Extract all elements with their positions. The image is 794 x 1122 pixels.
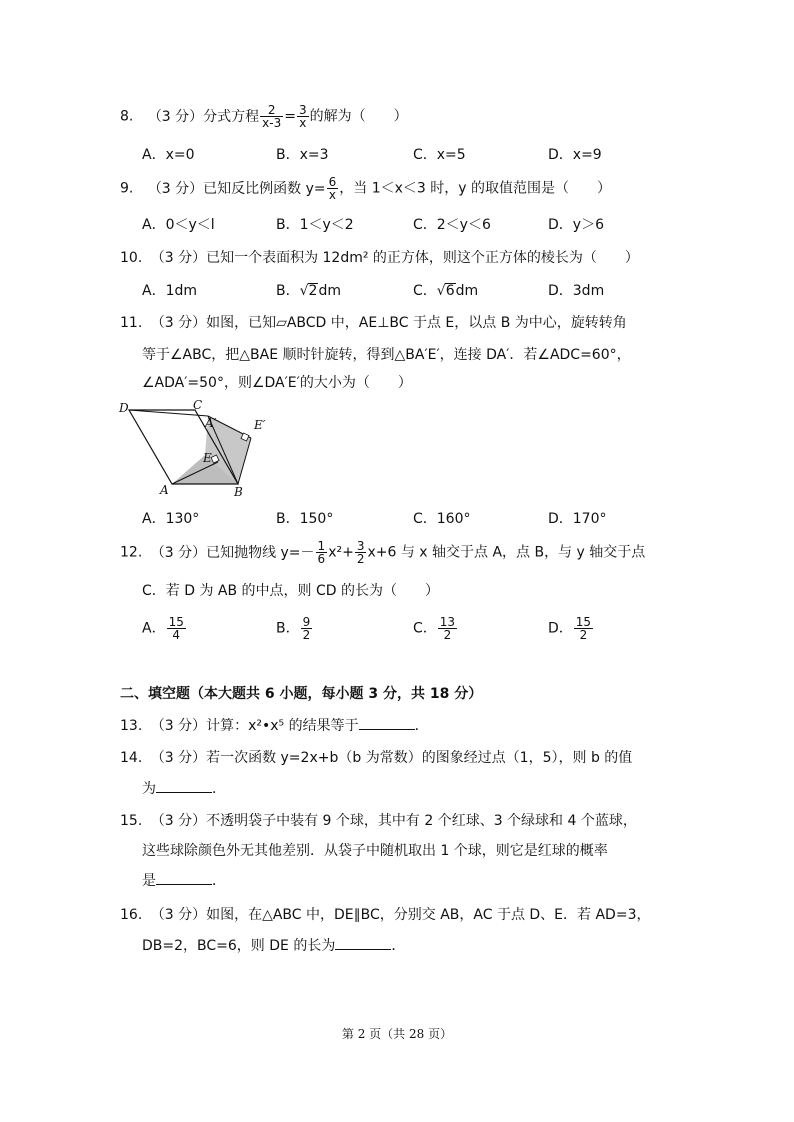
fraction — [301, 616, 313, 641]
fraction — [316, 540, 328, 565]
fraction — [260, 104, 283, 129]
numerator: 9 — [302, 615, 311, 629]
option-b — [276, 280, 341, 302]
question-12 — [120, 539, 646, 566]
question-text: （3 分）已知一个表面积为 12dm² 的正方体，则这个正方体的棱长为（ ） — [150, 250, 639, 266]
question-text: 是 — [142, 873, 156, 889]
denominator: 2 — [443, 628, 452, 642]
question-14-line2 — [142, 778, 226, 800]
option-d: D．y＞6 — [548, 217, 604, 233]
option-c: C．160° — [413, 511, 471, 527]
label-e: E — [203, 451, 212, 465]
denominator: 2 — [579, 628, 588, 642]
option-a: A．130° — [142, 511, 200, 527]
question-text: C．若 D 为 AB 的中点，则 CD 的长为（ ） — [142, 583, 439, 599]
option-label: D． — [548, 620, 573, 637]
option-a: A．0＜y＜l — [142, 217, 215, 233]
question-number: 15. — [120, 813, 143, 829]
label-a-prime: A′ — [205, 416, 217, 430]
question-text: （3 分）分式方程 — [147, 108, 260, 125]
question-text: （3 分）已知抛物线 y=－ — [150, 544, 315, 561]
numerator: 3 — [298, 103, 307, 117]
numerator: 3 — [356, 539, 365, 553]
question-text: （3 分）若一次函数 y=2x+b（b 为常数）的图象经过点（1，5），则 b 的值 — [150, 750, 633, 766]
question-14 — [120, 747, 632, 769]
question-text: 这些球除颜色外无其他差别．从袋子中随机取出 1 个球，则它是红球的概率 — [142, 843, 608, 859]
question-number: 12. — [120, 544, 143, 561]
question-text: （3 分）计算：x²•x⁵ 的结果等于 — [150, 718, 359, 734]
question-text: ． — [212, 781, 226, 797]
question-10 — [120, 247, 639, 269]
label-b: B — [234, 485, 243, 499]
option-c — [413, 280, 478, 302]
question-text: （3 分）如图，已知▱ABCD 中，AE⊥BC 于点 E，以点 B 为中心，旋转转角 — [150, 315, 627, 331]
question-8 — [120, 103, 408, 130]
question-text: 等于∠ABC，把△BAE 顺时针旋转，得到△BA′E′，连接 DA′．若∠ADC=60°， — [142, 347, 631, 363]
question-number: 14. — [120, 750, 143, 766]
question-16-line2 — [142, 935, 405, 957]
question-text: （3 分）已知反比例函数 y= — [147, 180, 326, 197]
question-text: ，当 1＜x＜3 时，y 的取值范围是（ ） — [339, 180, 612, 197]
label-e-prime: E′ — [254, 418, 266, 432]
equals-sign: = — [284, 108, 296, 125]
label-d: D — [119, 401, 129, 415]
parallelogram-figure — [115, 398, 275, 503]
option-label: A． — [142, 620, 166, 637]
question-number: 10. — [120, 250, 143, 266]
fraction — [438, 616, 457, 641]
page-footer: 第 2 页（共 28 页） — [341, 1027, 453, 1041]
numerator: 15 — [575, 615, 592, 629]
answer-blank — [335, 935, 391, 950]
option-d: D．x=9 — [548, 147, 602, 163]
question-number: 13. — [120, 718, 143, 734]
question-text: （3 分）不透明袋子中装有 9 个球，其中有 2 个红球、3 个绿球和 4 个蓝球， — [150, 813, 637, 829]
fraction — [355, 540, 367, 565]
denominator: x — [328, 188, 337, 202]
sqrt-symbol: √ — [299, 283, 309, 299]
question-text: DB=2，BC=6，则 DE 的长为 — [142, 938, 336, 954]
question-15-line3 — [142, 870, 226, 892]
denominator: 4 — [172, 628, 181, 642]
question-13 — [120, 715, 429, 737]
answer-blank — [156, 778, 212, 793]
option-d: D．3dm — [548, 283, 605, 299]
option-label: C． — [413, 620, 437, 637]
unit: dm — [318, 283, 341, 299]
radicand: 6 — [445, 283, 455, 299]
numerator: 1 — [317, 539, 326, 553]
numerator: 6 — [328, 175, 337, 189]
denominator: 2 — [356, 552, 365, 566]
fraction — [297, 104, 309, 129]
question-text: 的解为（ ） — [309, 108, 408, 125]
unit: dm — [455, 283, 479, 299]
question-number: 16. — [120, 907, 143, 923]
label-a: A — [160, 483, 169, 497]
option-a: A．x=0 — [142, 147, 195, 163]
option-d — [548, 616, 594, 641]
question-number: 11. — [120, 315, 143, 331]
option-c: C．x=5 — [413, 147, 466, 163]
answer-blank — [359, 715, 415, 730]
fraction — [574, 616, 593, 641]
option-b: B．1＜y＜2 — [276, 217, 354, 233]
denominator: 6 — [317, 552, 326, 566]
question-text: x²+ — [328, 544, 354, 561]
option-b: B．x=3 — [276, 147, 329, 163]
option-b: B．150° — [276, 511, 334, 527]
section-title: 二、填空题（本大题共 6 小题，每小题 3 分，共 18 分） — [120, 686, 483, 702]
question-text: ． — [212, 873, 226, 889]
denominator: x — [299, 116, 307, 130]
question-text: ∠ADA′=50°，则∠DA′E′的大小为（ ） — [142, 375, 412, 391]
numerator: 2 — [260, 104, 283, 117]
option-c: C．2＜y＜6 — [413, 217, 491, 233]
denominator: x-3 — [262, 116, 282, 130]
question-text: x+6 与 x 轴交于点 A，点 B，与 y 轴交于点 — [367, 544, 646, 561]
question-text: ． — [414, 718, 429, 734]
option-d: D．170° — [548, 511, 607, 527]
question-9 — [120, 175, 612, 202]
option-label: C． — [413, 283, 437, 299]
question-11 — [120, 312, 627, 334]
question-text: ． — [391, 938, 406, 954]
question-15 — [120, 810, 637, 832]
fraction — [167, 616, 186, 641]
numerator: 13 — [439, 615, 456, 629]
question-16 — [120, 904, 650, 926]
option-label: B． — [276, 283, 300, 299]
option-b — [276, 616, 313, 641]
question-number: 8. — [120, 108, 134, 125]
sqrt-symbol: √ — [436, 283, 446, 299]
numerator: 15 — [168, 615, 184, 629]
question-text: （3 分）如图，在△ABC 中，DE∥BC，分别交 AB，AC 于点 D、E．若 AD=3， — [150, 907, 651, 923]
option-a — [142, 616, 187, 641]
option-c — [413, 616, 458, 641]
option-label: B． — [276, 620, 300, 637]
label-c: C — [193, 398, 203, 412]
option-a: A．1dm — [142, 283, 198, 299]
denominator: 2 — [302, 628, 311, 642]
question-number: 9. — [120, 180, 134, 197]
radicand: 2 — [308, 283, 318, 299]
answer-blank — [156, 870, 212, 885]
question-text: 为 — [142, 781, 156, 797]
fraction — [327, 176, 339, 201]
